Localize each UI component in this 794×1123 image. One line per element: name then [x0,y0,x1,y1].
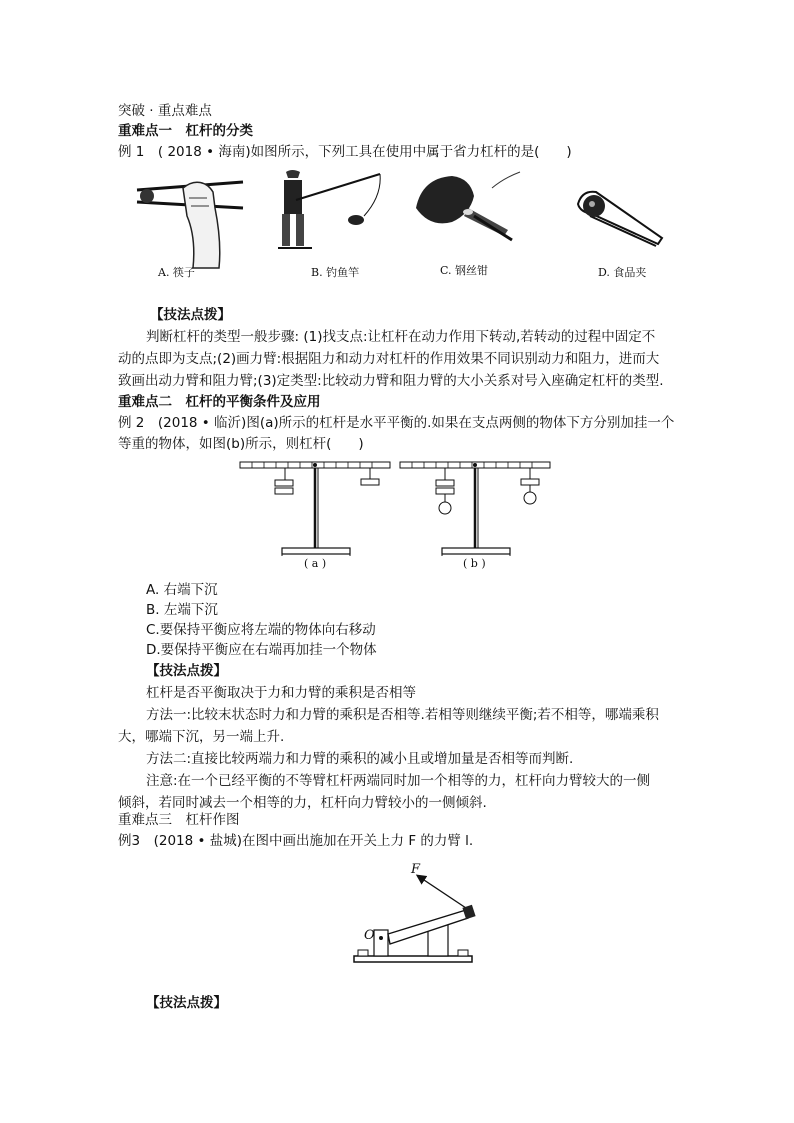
tip-2-line-3: 大，哪端下沉，另一端上升. [118,729,285,745]
fishing-rod-figure [268,166,388,256]
tip-2-line-4: 方法二:直接比较两端力和力臂的乘积的减小且或增加量是否相等而判断. [146,751,574,767]
caption-b: B. 钓鱼竿 [311,266,360,279]
part3-title: 重难点三 杠杆作图 [118,812,240,828]
tip-2-line-2: 方法一:比较末状态时力和力臂的乘积是否相等.若相等则继续平衡;若不相等，哪端乘积 [146,707,659,723]
part1-title: 重难点一 杠杆的分类 [118,123,253,139]
tip-title-3: 【技法点拨】 [146,995,227,1011]
tip-2-line-5: 注意:在一个已经平衡的不等臂杠杆两端同时加一个相等的力，杠杆向力臂较大的一侧 [146,773,651,789]
pliers-figure [412,168,522,248]
tip-2-line-6: 倾斜，若同时减去一个相等的力，杠杆向力臂较小的一侧倾斜. [118,795,487,811]
option-c: C.要保持平衡应将左端的物体向右移动 [146,622,376,638]
lever-figure-b [400,456,552,558]
fig-label-a: ( a ) [304,557,327,570]
force-label-f: F [411,862,421,877]
example-1-question: 例 1 ( 2018 • 海南)如图所示，下列工具在使用中属于省力杠杆的是( ) [118,144,572,160]
tip-1-line-2: 动的点即为支点;(2)画力臂:根据阻力和动力对杠杆的作用效果不同识别动力和阻力，进而大 [118,351,660,367]
chopsticks-figure [135,168,245,268]
option-a: A. 右端下沉 [146,582,218,598]
caption-a: A. 筷子 [158,266,195,279]
part2-title: 重难点二 杠杆的平衡条件及应用 [118,394,321,410]
tip-1-line-3: 致画出动力臂和阻力臂;(3)定类型:比较动力臂和阻力臂的大小关系对号入座确定杠杆的类型. [118,373,664,389]
caption-d: D. 食品夹 [598,266,647,279]
tip-title-2: 【技法点拨】 [146,663,227,679]
option-d: D.要保持平衡应在右端再加挂一个物体 [146,642,377,658]
fig-label-b: ( b ) [463,557,486,570]
food-tongs-figure [572,176,672,256]
tip-1-line-1: 判断杠杆的类型一般步骤: (1)找支点:让杠杆在动力作用下转动,若转动的过程中固定不 [146,329,656,345]
lever-figure-a [240,456,392,558]
example-2-line-2: 等重的物体，如图(b)所示，则杠杆( ) [118,436,364,452]
section-header: 突破 · 重点难点 [118,103,212,119]
option-b: B. 左端下沉 [146,602,218,618]
example-3-question: 例3 (2018 • 盐城)在图中画出施加在开关上力 F 的力臂 l. [118,833,474,849]
tip-title-1: 【技法点拨】 [150,307,231,323]
caption-c: C. 钢丝钳 [440,264,489,277]
pivot-label-o: O [364,928,375,943]
tip-2-line-1: 杠杆是否平衡取决于力和力臂的乘积是否相等 [146,685,416,701]
example-2-line-1: 例 2 (2018 • 临沂)图(a)所示的杠杆是水平平衡的.如果在支点两侧的物体下方分别加挂一个 [118,415,675,431]
